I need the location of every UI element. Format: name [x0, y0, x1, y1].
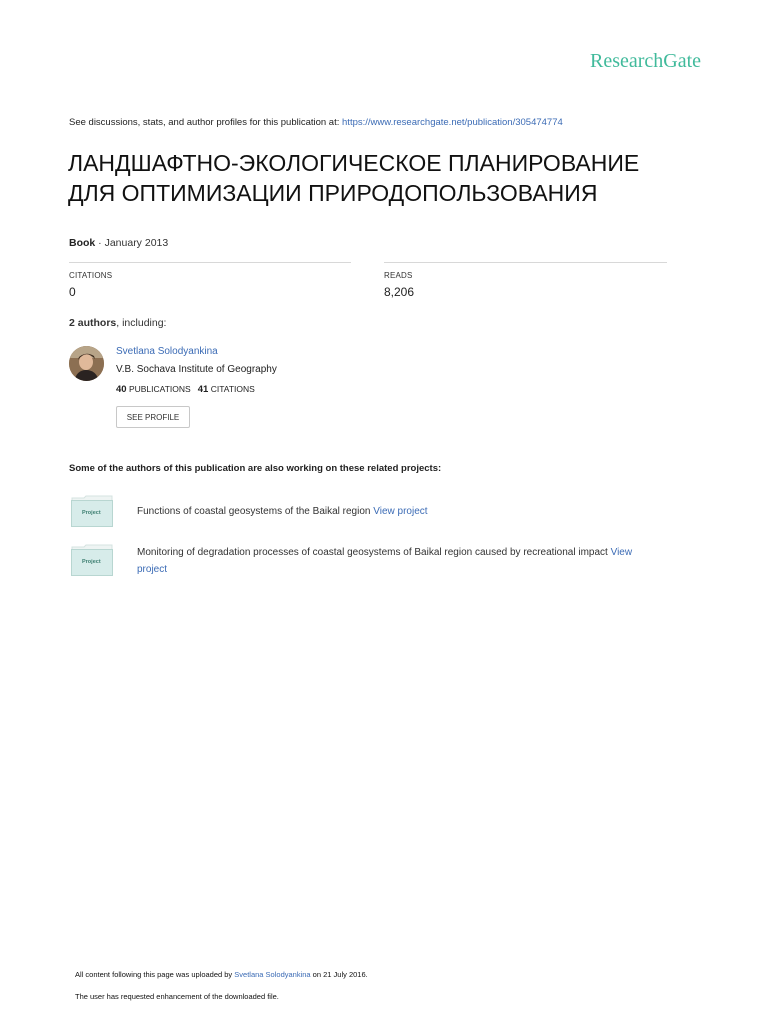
avatar-photo [69, 346, 104, 381]
author-citations-count: 41 [197, 384, 209, 395]
view-project-2-link-part2[interactable]: project [137, 564, 168, 575]
footer-uploaded-prefix: All content following this page was uploaded by [75, 970, 235, 979]
publication-date: · January 2013 [95, 237, 169, 249]
publication-type-date [69, 237, 168, 249]
footer-uploader-link[interactable]: Svetlana Solodyankina [234, 970, 311, 979]
project-icon-label: Project [82, 559, 101, 565]
publication-type: Book [69, 237, 96, 249]
author-institution: V.B. Sochava Institute of Geography [116, 364, 277, 375]
reads-label: READS [384, 271, 413, 280]
project-item-1 [137, 503, 428, 520]
footer-enhancement-line: The user has requested enhancement of the downloaded file. [75, 992, 279, 1001]
avatar[interactable] [69, 346, 104, 381]
author-stats [116, 384, 255, 395]
publication-url-link[interactable]: https://www.researchgate.net/publication/305474774 [342, 117, 563, 128]
related-projects-heading: Some of the authors of this publication are also working on these related projects: [69, 463, 442, 474]
see-discussions-text: See discussions, stats, and author profiles for this publication at: [69, 117, 343, 128]
title-line-1: ЛАНДШАФТНО-ЭКОЛОГИЧЕСКОЕ ПЛАНИРОВАНИЕ [68, 150, 640, 176]
project-icon [71, 544, 113, 576]
title-line-2: ДЛЯ ОПТИМИЗАЦИИ ПРИРОДОПОЛЬЗОВАНИЯ [68, 180, 598, 206]
view-project-2-link-part1[interactable]: View [610, 547, 633, 558]
divider-reads [384, 262, 667, 263]
author-name-link[interactable]: Svetlana Solodyankina [116, 346, 218, 357]
authors-heading [69, 317, 166, 329]
author-publications-count: 40 [116, 384, 127, 395]
publication-title [68, 148, 708, 208]
divider-citations [69, 262, 351, 263]
project-icon-label: Project [82, 510, 101, 516]
project-item-2 [137, 544, 697, 578]
reads-value: 8,206 [384, 285, 415, 299]
researchgate-logo[interactable]: ResearchGate [590, 50, 702, 72]
see-profile-button[interactable]: SEE PROFILE [116, 406, 190, 428]
authors-including: , including: [116, 317, 167, 329]
project-icon [71, 495, 113, 527]
project-1-title: Functions of coastal geosystems of the Baikal region [137, 506, 374, 517]
footer-uploaded-line [75, 970, 368, 979]
citations-label: CITATIONS [69, 271, 113, 280]
citations-value: 0 [69, 285, 76, 299]
view-project-1-link[interactable]: View project [373, 506, 428, 517]
see-discussions-line [69, 117, 563, 128]
author-publications-label: PUBLICATIONS [128, 384, 191, 394]
footer-uploaded-suffix: on 21 July 2016. [310, 970, 368, 979]
project-2-title: Monitoring of degradation processes of coastal geosystems of Baikal region caused by recreational impact [137, 547, 611, 558]
authors-count: 2 authors [69, 317, 117, 329]
author-citations-label: CITATIONS [210, 384, 255, 394]
